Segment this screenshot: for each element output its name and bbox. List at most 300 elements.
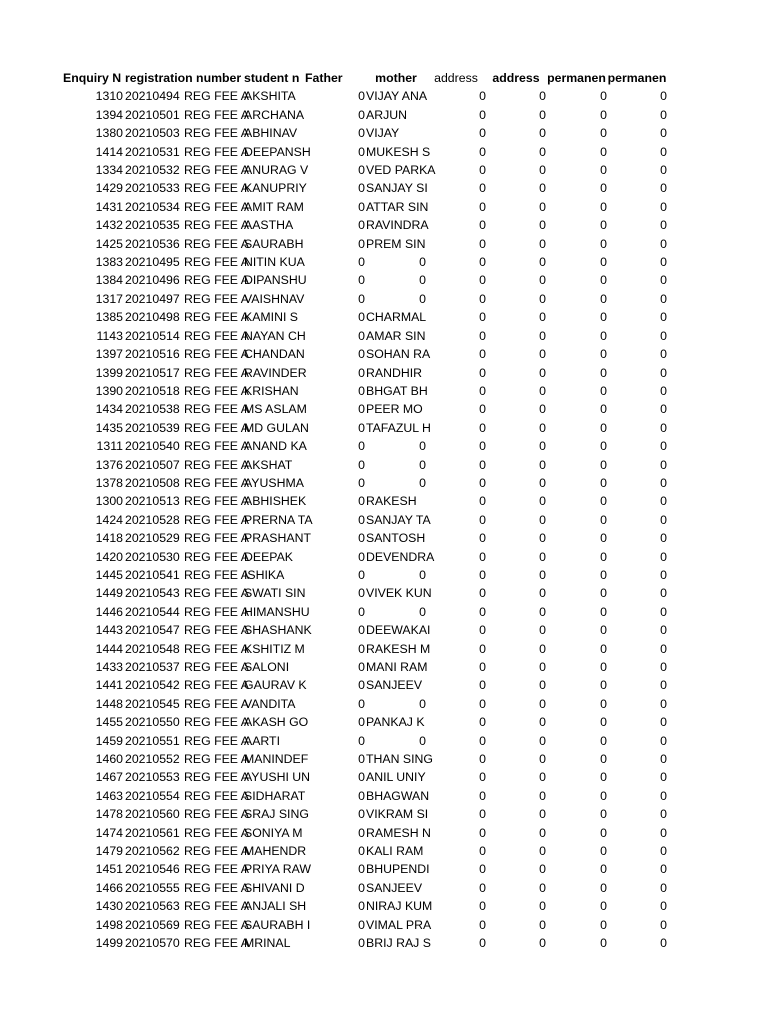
student-cell[interactable]: GAURAV K [244,678,307,693]
fee-cell[interactable]: REG FEE A [184,310,249,325]
student-cell[interactable]: MAHENDR [244,844,307,859]
father-cell[interactable]: 0 [358,807,365,822]
address-1-cell[interactable]: 0 [479,696,486,711]
permanent-1-cell[interactable]: 0 [600,623,607,638]
permanent-2-cell[interactable]: 0 [660,310,667,325]
mother-cell[interactable]: AMAR SIN [366,328,426,343]
mother-cell[interactable]: BHGAT BH [366,383,428,398]
mother-cell[interactable]: ANIL UNIY [366,770,426,785]
fee-cell[interactable]: REG FEE A [184,549,249,564]
fee-cell[interactable]: REG FEE A [184,475,249,490]
fee-cell[interactable]: REG FEE A [184,899,249,914]
address-1-cell[interactable]: 0 [479,531,486,546]
registration-cell[interactable]: 20210555 [125,880,180,895]
enquiry-cell[interactable]: 1378 [95,475,123,490]
permanent-1-cell[interactable]: 0 [600,788,607,803]
student-cell[interactable]: SHIVANI D [244,880,305,895]
address-1-cell[interactable]: 0 [479,604,486,619]
permanent-1-cell[interactable]: 0 [600,255,607,270]
mother-cell[interactable]: NIRAJ KUM [366,899,433,914]
permanent-1-cell[interactable]: 0 [600,107,607,122]
student-cell[interactable]: AKASH GO [244,715,309,730]
fee-cell[interactable]: REG FEE A [184,604,249,619]
permanent-2-cell[interactable]: 0 [660,365,667,380]
registration-cell[interactable]: 20210494 [125,89,180,104]
father-cell[interactable]: 0 [358,291,365,306]
fee-cell[interactable]: REG FEE A [184,641,249,656]
mother-cell[interactable]: BHUPENDI [366,862,430,877]
permanent-2-cell[interactable]: 0 [660,144,667,159]
student-cell[interactable]: AARTI [244,733,280,748]
permanent-1-cell[interactable]: 0 [600,383,607,398]
permanent-1-cell[interactable]: 0 [600,733,607,748]
enquiry-cell[interactable]: 1478 [95,807,123,822]
header-enquiry[interactable]: Enquiry N [63,71,122,85]
enquiry-cell[interactable]: 1430 [95,899,123,914]
student-cell[interactable]: NAYAN CH [244,328,306,343]
mother-cell[interactable]: RAMESH N [366,825,431,840]
enquiry-cell[interactable]: 1446 [95,604,123,619]
mother-cell[interactable]: KALI RAM [366,844,424,859]
permanent-1-cell[interactable]: 0 [600,365,607,380]
student-cell[interactable]: MS ASLAM [244,402,307,417]
address-2-cell[interactable]: 0 [539,218,546,233]
mother-cell[interactable]: RANDHIR [366,365,423,380]
fee-cell[interactable]: REG FEE A [184,660,249,674]
enquiry-cell[interactable]: 1385 [95,310,123,325]
address-1-cell[interactable]: 0 [479,715,486,730]
registration-cell[interactable]: 20210531 [125,144,180,159]
father-cell[interactable]: 0 [358,917,365,932]
enquiry-cell[interactable]: 1451 [95,862,123,877]
fee-cell[interactable]: REG FEE A [184,218,249,233]
enquiry-cell[interactable]: 1394 [95,107,123,122]
registration-cell[interactable]: 20210529 [125,531,180,546]
registration-cell[interactable]: 20210496 [125,273,180,288]
registration-cell[interactable]: 20210561 [125,825,180,840]
mother-cell[interactable]: 0 [419,291,426,306]
enquiry-cell[interactable]: 1384 [95,273,123,288]
student-cell[interactable]: HIMANSHU [244,604,310,619]
header-registration-number[interactable]: registration number [125,71,242,85]
father-cell[interactable]: 0 [358,567,365,582]
father-cell[interactable]: 0 [358,641,365,656]
address-2-cell[interactable]: 0 [539,825,546,840]
father-cell[interactable]: 0 [358,623,365,638]
mother-cell[interactable]: SANJAY SI [366,181,428,196]
enquiry-cell[interactable]: 1383 [95,255,123,270]
student-cell[interactable]: AKSHAT [244,457,293,472]
student-cell[interactable]: VANDITA [244,696,296,711]
address-1-cell[interactable]: 0 [479,623,486,638]
student-cell[interactable]: AMIT RAM [244,199,304,214]
registration-cell[interactable]: 20210507 [125,457,180,472]
permanent-1-cell[interactable]: 0 [600,880,607,895]
student-cell[interactable]: SHASHANK [244,623,312,638]
registration-cell[interactable]: 20210553 [125,770,180,785]
registration-cell[interactable]: 20210532 [125,163,180,178]
address-1-cell[interactable]: 0 [479,126,486,141]
enquiry-cell[interactable]: 1143 [96,328,123,343]
fee-cell[interactable]: REG FEE A [184,236,249,251]
father-cell[interactable]: 0 [358,457,365,472]
student-cell[interactable]: DIPANSHU [244,273,307,288]
address-1-cell[interactable]: 0 [479,310,486,325]
mother-cell[interactable]: SANTOSH [366,531,426,546]
father-cell[interactable]: 0 [358,255,365,270]
header-mother[interactable]: mother [375,71,417,85]
permanent-1-cell[interactable]: 0 [600,807,607,822]
address-1-cell[interactable]: 0 [479,936,486,951]
address-2-cell[interactable]: 0 [539,439,546,454]
address-1-cell[interactable]: 0 [479,291,486,306]
registration-cell[interactable]: 20210518 [125,383,180,398]
mother-cell[interactable]: 0 [419,733,426,748]
address-2-cell[interactable]: 0 [539,567,546,582]
address-1-cell[interactable]: 0 [479,107,486,122]
student-cell[interactable]: AASTHA [244,218,294,233]
mother-cell[interactable]: SOHAN RA [366,347,431,362]
permanent-2-cell[interactable]: 0 [660,420,667,435]
permanent-1-cell[interactable]: 0 [600,163,607,178]
permanent-2-cell[interactable]: 0 [660,678,667,693]
address-2-cell[interactable]: 0 [539,89,546,104]
permanent-1-cell[interactable]: 0 [600,604,607,619]
enquiry-cell[interactable]: 1443 [95,623,123,638]
permanent-1-cell[interactable]: 0 [600,752,607,767]
permanent-1-cell[interactable]: 0 [600,512,607,527]
registration-cell[interactable]: 20210536 [125,236,180,251]
mother-cell[interactable]: DEEWAKAI [366,623,431,638]
permanent-2-cell[interactable]: 0 [660,549,667,564]
address-2-cell[interactable]: 0 [539,107,546,122]
enquiry-cell[interactable]: 1449 [95,586,123,601]
mother-cell[interactable]: TAFAZUL H [366,420,431,435]
address-2-cell[interactable]: 0 [539,696,546,711]
permanent-2-cell[interactable]: 0 [660,347,667,362]
student-cell[interactable]: SAURABH [244,236,304,251]
student-cell[interactable]: CHANDAN [244,347,305,362]
student-cell[interactable]: MRINAL [244,936,291,951]
father-cell[interactable]: 0 [358,347,365,362]
enquiry-cell[interactable]: 1397 [95,347,123,362]
registration-cell[interactable]: 20210550 [125,715,180,730]
address-2-cell[interactable]: 0 [539,126,546,141]
address-2-cell[interactable]: 0 [539,678,546,693]
address-1-cell[interactable]: 0 [479,457,486,472]
address-1-cell[interactable]: 0 [479,844,486,859]
mother-cell[interactable]: MANI RAM [366,660,428,674]
mother-cell[interactable]: PREM SIN [366,236,426,251]
address-2-cell[interactable]: 0 [539,586,546,601]
permanent-2-cell[interactable]: 0 [660,586,667,601]
fee-cell[interactable]: REG FEE A [184,788,249,803]
address-2-cell[interactable]: 0 [539,733,546,748]
fee-cell[interactable]: REG FEE A [184,107,249,122]
enquiry-cell[interactable]: 1463 [95,788,123,803]
address-1-cell[interactable]: 0 [479,917,486,932]
registration-cell[interactable]: 20210554 [125,788,180,803]
mother-cell[interactable]: RAKESH [366,494,417,509]
father-cell[interactable]: 0 [358,365,365,380]
permanent-2-cell[interactable]: 0 [660,917,667,932]
mother-cell[interactable]: 0 [419,567,426,582]
permanent-2-cell[interactable]: 0 [660,439,667,454]
enquiry-cell[interactable]: 1433 [95,660,123,674]
permanent-2-cell[interactable]: 0 [660,825,667,840]
permanent-2-cell[interactable]: 0 [660,788,667,803]
father-cell[interactable]: 0 [358,126,365,141]
father-cell[interactable]: 0 [358,218,365,233]
permanent-1-cell[interactable]: 0 [600,439,607,454]
address-2-cell[interactable]: 0 [539,383,546,398]
address-2-cell[interactable]: 0 [539,880,546,895]
address-2-cell[interactable]: 0 [539,402,546,417]
registration-cell[interactable]: 20210570 [125,936,180,951]
registration-cell[interactable]: 20210533 [125,181,180,196]
address-1-cell[interactable]: 0 [479,273,486,288]
enquiry-cell[interactable]: 1498 [95,917,123,932]
address-1-cell[interactable]: 0 [479,383,486,398]
permanent-1-cell[interactable]: 0 [600,420,607,435]
address-1-cell[interactable]: 0 [479,862,486,877]
student-cell[interactable]: NITIN KUA [244,255,305,270]
fee-cell[interactable]: REG FEE A [184,181,249,196]
registration-cell[interactable]: 20210514 [125,328,180,343]
address-1-cell[interactable]: 0 [479,807,486,822]
student-cell[interactable]: SRAJ SING [244,807,309,822]
permanent-2-cell[interactable]: 0 [660,733,667,748]
address-1-cell[interactable]: 0 [479,365,486,380]
fee-cell[interactable]: REG FEE A [184,255,249,270]
father-cell[interactable]: 0 [358,494,365,509]
student-cell[interactable]: SAURABH I [244,917,311,932]
permanent-2-cell[interactable]: 0 [660,770,667,785]
address-2-cell[interactable]: 0 [539,199,546,214]
enquiry-cell[interactable]: 1459 [95,733,123,748]
father-cell[interactable]: 0 [358,439,365,454]
header-permanent-2[interactable]: permanen [607,71,667,85]
fee-cell[interactable]: REG FEE A [184,844,249,859]
permanent-2-cell[interactable]: 0 [660,218,667,233]
student-cell[interactable]: AYUSHI UN [244,770,311,785]
fee-cell[interactable]: REG FEE A [184,586,249,601]
student-cell[interactable]: ANJALI SH [244,899,307,914]
permanent-1-cell[interactable]: 0 [600,273,607,288]
address-2-cell[interactable]: 0 [539,844,546,859]
permanent-1-cell[interactable]: 0 [600,899,607,914]
address-1-cell[interactable]: 0 [479,347,486,362]
student-cell[interactable]: KAMINI S [244,310,298,325]
address-2-cell[interactable]: 0 [539,770,546,785]
permanent-1-cell[interactable]: 0 [600,531,607,546]
address-1-cell[interactable]: 0 [479,420,486,435]
permanent-1-cell[interactable]: 0 [600,347,607,362]
permanent-1-cell[interactable]: 0 [600,844,607,859]
student-cell[interactable]: SWATI SIN [244,586,306,601]
permanent-1-cell[interactable]: 0 [600,825,607,840]
header-address-2[interactable]: address [492,71,540,85]
permanent-1-cell[interactable]: 0 [600,144,607,159]
address-2-cell[interactable]: 0 [539,365,546,380]
permanent-2-cell[interactable]: 0 [660,181,667,196]
father-cell[interactable]: 0 [358,310,365,325]
mother-cell[interactable]: 0 [419,457,426,472]
student-cell[interactable]: KRISHAN [244,383,299,398]
fee-cell[interactable]: REG FEE A [184,144,249,159]
enquiry-cell[interactable]: 1380 [95,126,123,141]
permanent-2-cell[interactable]: 0 [660,880,667,895]
student-cell[interactable]: ARCHANA [244,107,305,122]
enquiry-cell[interactable]: 1499 [95,936,123,951]
registration-cell[interactable]: 20210513 [125,494,180,509]
father-cell[interactable]: 0 [358,383,365,398]
fee-cell[interactable]: REG FEE A [184,678,249,693]
address-2-cell[interactable]: 0 [539,420,546,435]
father-cell[interactable]: 0 [358,328,365,343]
permanent-2-cell[interactable]: 0 [660,126,667,141]
registration-cell[interactable]: 20210547 [125,623,180,638]
permanent-1-cell[interactable]: 0 [600,291,607,306]
registration-cell[interactable]: 20210495 [125,255,180,270]
permanent-1-cell[interactable]: 0 [600,936,607,951]
address-1-cell[interactable]: 0 [479,752,486,767]
student-cell[interactable]: ISHIKA [244,567,285,582]
fee-cell[interactable]: REG FEE A [184,715,249,730]
fee-cell[interactable]: REG FEE A [184,347,249,362]
enquiry-cell[interactable]: 1466 [95,880,123,895]
mother-cell[interactable]: SANJEEV [366,678,423,693]
father-cell[interactable]: 0 [358,199,365,214]
fee-cell[interactable]: REG FEE A [184,457,249,472]
header-student-name[interactable]: student n [244,71,300,85]
mother-cell[interactable]: THAN SING [366,752,433,767]
address-1-cell[interactable]: 0 [479,586,486,601]
mother-cell[interactable]: VIJAY ANA [366,89,428,104]
address-1-cell[interactable]: 0 [479,678,486,693]
permanent-2-cell[interactable]: 0 [660,641,667,656]
father-cell[interactable]: 0 [358,844,365,859]
fee-cell[interactable]: REG FEE A [184,365,249,380]
mother-cell[interactable]: VED PARKA [366,163,436,178]
header-father[interactable]: Father [305,71,343,85]
enquiry-cell[interactable]: 1420 [95,549,123,564]
fee-cell[interactable]: REG FEE A [184,89,249,104]
student-cell[interactable]: ANURAG V [244,163,309,178]
address-1-cell[interactable]: 0 [479,236,486,251]
mother-cell[interactable]: 0 [419,439,426,454]
fee-cell[interactable]: REG FEE A [184,273,249,288]
mother-cell[interactable]: ATTAR SIN [366,199,429,214]
permanent-2-cell[interactable]: 0 [660,457,667,472]
fee-cell[interactable]: REG FEE A [184,383,249,398]
enquiry-cell[interactable]: 1425 [95,236,123,251]
student-cell[interactable]: ABHISHEK [244,494,307,509]
father-cell[interactable]: 0 [358,420,365,435]
address-1-cell[interactable]: 0 [479,328,486,343]
fee-cell[interactable]: REG FEE A [184,512,249,527]
registration-cell[interactable]: 20210503 [125,126,180,141]
address-1-cell[interactable]: 0 [479,218,486,233]
address-2-cell[interactable]: 0 [539,936,546,951]
registration-cell[interactable]: 20210538 [125,402,180,417]
student-cell[interactable]: RAVINDER [244,365,307,380]
father-cell[interactable]: 0 [358,475,365,490]
fee-cell[interactable]: REG FEE A [184,696,249,711]
address-2-cell[interactable]: 0 [539,310,546,325]
permanent-1-cell[interactable]: 0 [600,126,607,141]
student-cell[interactable]: SONIYA M [244,825,303,840]
enquiry-cell[interactable]: 1432 [95,218,123,233]
father-cell[interactable]: 0 [358,273,365,288]
permanent-2-cell[interactable]: 0 [660,236,667,251]
address-1-cell[interactable]: 0 [479,475,486,490]
fee-cell[interactable]: REG FEE A [184,291,249,306]
mother-cell[interactable]: 0 [419,255,426,270]
permanent-2-cell[interactable]: 0 [660,752,667,767]
registration-cell[interactable]: 20210560 [125,807,180,822]
student-cell[interactable]: PRASHANT [244,531,311,546]
permanent-2-cell[interactable]: 0 [660,107,667,122]
registration-cell[interactable]: 20210530 [125,549,180,564]
student-cell[interactable]: DEEPAK [244,549,293,564]
mother-cell[interactable]: PANKAJ K [366,715,425,730]
registration-cell[interactable]: 20210548 [125,641,180,656]
permanent-1-cell[interactable]: 0 [600,549,607,564]
father-cell[interactable]: 0 [358,715,365,730]
permanent-2-cell[interactable]: 0 [660,494,667,509]
permanent-1-cell[interactable]: 0 [600,218,607,233]
registration-cell[interactable]: 20210528 [125,512,180,527]
fee-cell[interactable]: REG FEE A [184,936,249,951]
address-2-cell[interactable]: 0 [539,788,546,803]
mother-cell[interactable]: VIMAL PRA [366,917,432,932]
enquiry-cell[interactable]: 1310 [95,89,123,104]
enquiry-cell[interactable]: 1448 [95,696,123,711]
permanent-2-cell[interactable]: 0 [660,604,667,619]
permanent-2-cell[interactable]: 0 [660,328,667,343]
registration-cell[interactable]: 20210535 [125,218,180,233]
permanent-2-cell[interactable]: 0 [660,807,667,822]
enquiry-cell[interactable]: 1444 [95,641,123,656]
mother-cell[interactable]: 0 [419,696,426,711]
permanent-2-cell[interactable]: 0 [660,936,667,951]
enquiry-cell[interactable]: 1317 [95,291,123,306]
enquiry-cell[interactable]: 1431 [95,199,123,214]
permanent-1-cell[interactable]: 0 [600,586,607,601]
mother-cell[interactable]: 0 [419,475,426,490]
address-2-cell[interactable]: 0 [539,144,546,159]
permanent-1-cell[interactable]: 0 [600,660,607,674]
enquiry-cell[interactable]: 1434 [95,402,123,417]
mother-cell[interactable]: VIVEK KUN [366,586,432,601]
permanent-2-cell[interactable]: 0 [660,199,667,214]
address-2-cell[interactable]: 0 [539,475,546,490]
fee-cell[interactable]: REG FEE A [184,494,249,509]
permanent-1-cell[interactable]: 0 [600,678,607,693]
fee-cell[interactable]: REG FEE A [184,567,249,582]
registration-cell[interactable]: 20210508 [125,475,180,490]
permanent-2-cell[interactable]: 0 [660,383,667,398]
address-2-cell[interactable]: 0 [539,494,546,509]
permanent-2-cell[interactable]: 0 [660,255,667,270]
fee-cell[interactable]: REG FEE A [184,770,249,785]
enquiry-cell[interactable]: 1479 [95,844,123,859]
father-cell[interactable]: 0 [358,512,365,527]
permanent-1-cell[interactable]: 0 [600,862,607,877]
header-permanent-1[interactable]: permanen [547,71,606,85]
student-cell[interactable]: PRIYA RAW [244,862,311,877]
